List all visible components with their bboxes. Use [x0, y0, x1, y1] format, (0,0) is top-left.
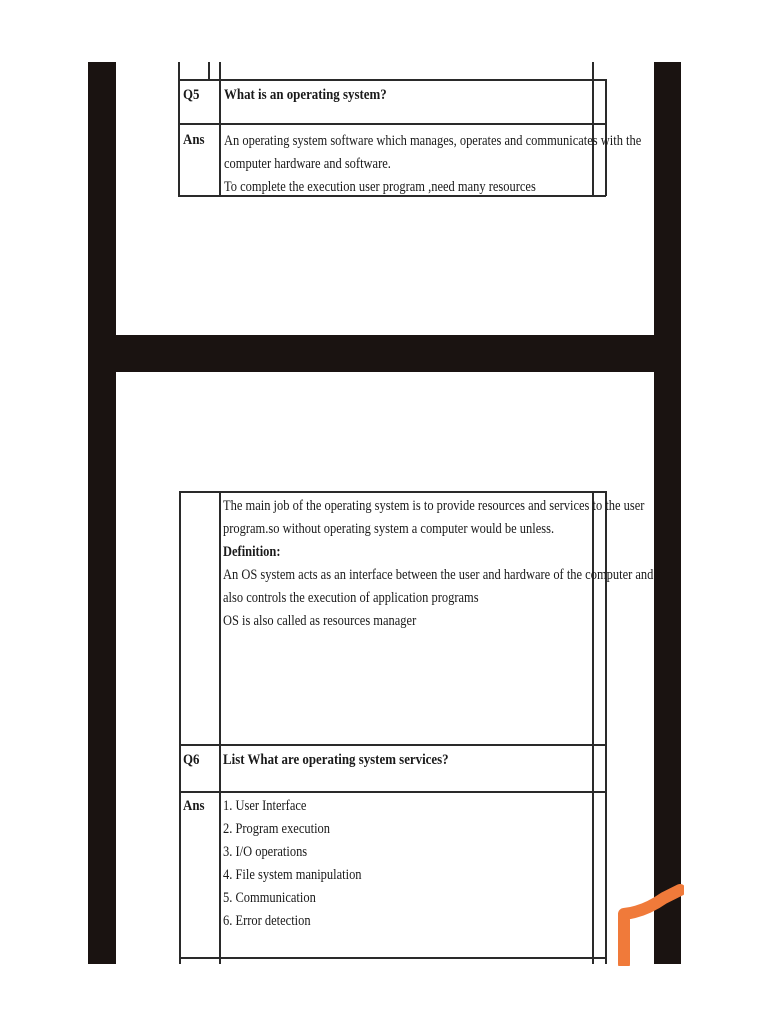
- table-row-divider: [179, 744, 606, 746]
- q6-ans-label: Ans: [183, 798, 205, 814]
- table-col-divider: [219, 491, 221, 964]
- definition-line: An OS system acts as an interface between the user and hardware of the computer and: [223, 567, 654, 583]
- q5-question: What is an operating system?: [224, 87, 387, 103]
- list-item: 5. Communication: [223, 890, 316, 906]
- list-item: 6. Error detection: [223, 913, 311, 929]
- q6-question: List What are operating system services?: [223, 752, 449, 768]
- list-item: 2. Program execution: [223, 821, 331, 837]
- orange-annotation-mark: [614, 884, 684, 966]
- answer-line: computer hardware and software.: [224, 156, 391, 172]
- answer-line: An operating system software which manages, operates and communicates with the: [224, 133, 642, 149]
- table-border-left: [178, 62, 180, 196]
- list-item: 3. I/O operations: [223, 844, 308, 860]
- page-1: [116, 62, 654, 335]
- answer-line: The main job of the operating system is to provide resources and services to the user: [223, 498, 645, 514]
- table-border-left: [179, 491, 181, 964]
- frame-left-bar: [88, 62, 116, 964]
- answer-line: program.so without operating system a computer would be unless.: [223, 521, 555, 537]
- q5-answer-continued: [223, 495, 653, 633]
- definition-line: OS is also called as resources manager: [223, 613, 417, 629]
- table-row-divider: [179, 957, 606, 959]
- q5-ans-label: Ans: [183, 132, 205, 148]
- table-row-divider: [179, 791, 606, 793]
- table-row-divider: [178, 123, 606, 125]
- table-border-top: [178, 79, 606, 81]
- list-item: 4. File system manipulation: [223, 867, 362, 883]
- frame-divider: [88, 335, 681, 372]
- q5-answer: [224, 130, 641, 199]
- page-2: [116, 372, 654, 964]
- table-stub-line: [208, 62, 210, 79]
- answer-line: To complete the execution user program ,need many resources: [224, 179, 536, 195]
- list-item: 1. User Interface: [223, 798, 307, 814]
- frame-right-bar: [654, 62, 681, 964]
- table-border-top: [179, 491, 606, 493]
- definition-heading: Definition:: [223, 544, 281, 560]
- definition-line: also controls the execution of application programs: [223, 590, 479, 606]
- q6-label: Q6: [183, 752, 200, 768]
- table-col-divider: [219, 62, 221, 196]
- q5-label: Q5: [183, 87, 200, 103]
- q6-services-list: [223, 795, 362, 933]
